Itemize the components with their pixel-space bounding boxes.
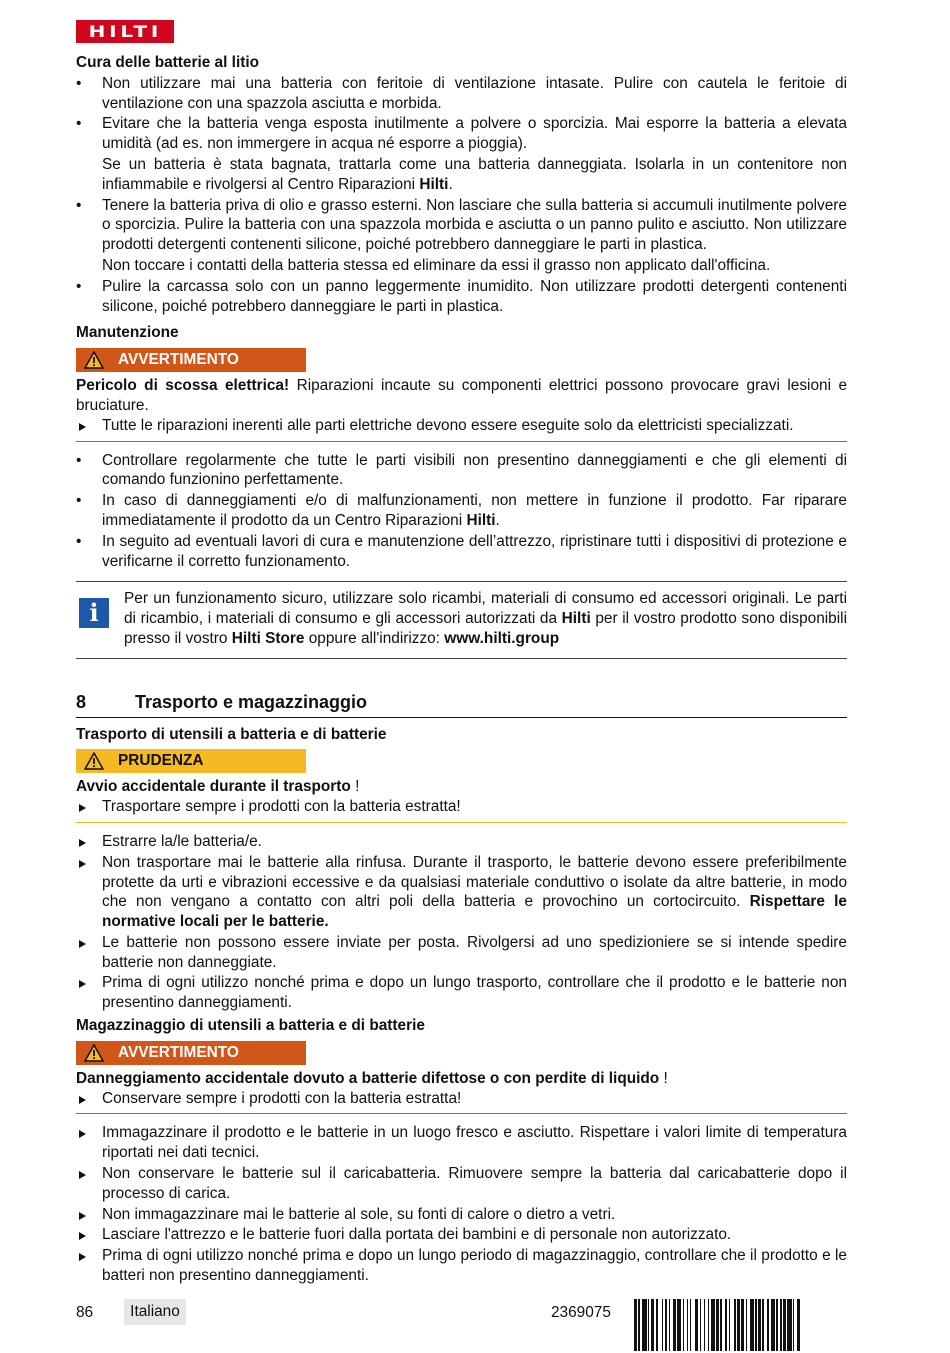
storage-title: Magazzinaggio di utensili a batteria e di batterie (76, 1017, 425, 1035)
brand-text: Hilti (419, 175, 449, 193)
warning-triangle-icon (84, 752, 104, 770)
transport-list (76, 832, 847, 1013)
text: Non trasportare mai le batterie alla rinfusa. Durante il trasporto, le batterie devono essere preferibilmente protette da urti e vibrazioni eccessive e da qualsiasi materiale conduttivo o isolate da altre batterie, in modo che non vengano a contatto con altri poli della batteria e provochino un cortocircuito. (102, 853, 847, 911)
list-item: Immagazzinare il prodotto e le batterie in un luogo fresco e asciutto. Rispettare i valori limite di temperatura riportati nei dati tecnici. (76, 1123, 847, 1163)
text: Riparazioni incaute su componenti elettrici possono provocare gravi lesioni e bruciature. (76, 377, 847, 414)
page-number: 86 (76, 1304, 94, 1321)
brand-text: Hilti (561, 610, 591, 628)
warning-label: AVVERTIMENTO (118, 1043, 239, 1061)
list-item: • Non utilizzare mai una batteria con feritoie di ventilazione intasate. Pulire con cautela le feritoie di ventilazione con una spazzola asciutta e morbida. (76, 74, 847, 114)
maintenance-list (76, 451, 847, 572)
warning-bold: Pericolo di scossa elettrica! (76, 377, 290, 395)
list-item: Tutte le riparazioni inerenti alle parti elettriche devono essere eseguite solo da elettricisti specializzati. (76, 416, 847, 436)
language-badge: Italiano (124, 1299, 186, 1325)
store-text: Hilti Store (231, 629, 305, 647)
care-list (76, 74, 847, 154)
chapter-title: Trasporto e magazzinaggio (135, 691, 368, 712)
warning-text (76, 376, 847, 416)
list-item (76, 853, 847, 932)
maintenance-title: Manutenzione (76, 324, 179, 342)
text: Se un batteria è stata bagnata, trattarla come una batteria danneggiata. Isolarla in un contenitore non infiammabile e rivolgersi al Centro Riparazioni (102, 155, 847, 193)
warning-text (76, 1069, 847, 1089)
text: . (495, 511, 500, 529)
barcode (634, 1299, 847, 1351)
list-item: • Pulire la carcassa solo con un panno leggermente inumidito. Non utilizzare prodotti detergenti contenenti silicone, poiché potrebbero danneggiare le parti in plastica. (76, 277, 847, 317)
storage-warning (76, 1041, 847, 1115)
list-item: Estrarre la/le batteria/e. (76, 832, 847, 852)
transport-caution (76, 749, 847, 823)
text: ! (350, 778, 360, 796)
warning-label: AVVERTIMENTO (118, 351, 239, 369)
chapter-number: 8 (76, 691, 87, 712)
warning-actions (76, 1089, 847, 1109)
info-box (76, 581, 847, 658)
maintenance-warning (76, 348, 847, 441)
brand-text: Hilti (466, 511, 496, 529)
list-item: Prima di ogni utilizzo nonché prima e dopo un lungo periodo di magazzinaggio, controllare che il prodotto e le batteri non presentino danneggiamenti. (76, 1246, 847, 1286)
page-content (76, 53, 847, 1287)
list-item: • Tenere la batteria priva di olio e grasso esterni. Non lasciare che sulla batteria si accumuli inutilmente polvere o sporcizia. Pulire la batteria con una spazzola morbida e asciutta o un panno pulito e asciutto. Non utilizzare prodotti detergenti contenenti silicone, poiché potrebbero danneggiare le parti in plastica. (76, 196, 847, 255)
info-icon: i (79, 598, 109, 628)
warning-actions (76, 416, 847, 436)
text: per il vostro prodotto sono disponibili presso il vostro (124, 610, 847, 647)
list-item: Le batterie non possono essere inviate per posta. Rivolgersi ad uno spedizioniere se si intende spedire batterie non danneggiate. (76, 933, 847, 973)
text: . (448, 175, 453, 193)
page-footer (76, 1299, 847, 1329)
chapter-heading (76, 693, 847, 718)
text: ! (659, 1069, 668, 1087)
list-item: • Evitare che la batteria venga esposta inutilmente a polvere o sporcizia. Mai esporre la batteria a elevata umidità (ad es. non immergere in acqua né esporre a pioggia). (76, 114, 847, 154)
transport-title: Trasporto di utensili a batteria e di batterie (76, 725, 387, 743)
list-item (76, 491, 847, 531)
list-item: Prima di ogni utilizzo nonché prima e dopo un lungo trasporto, controllare che il prodotto e le batterie non presentino danneggiamenti. (76, 973, 847, 1013)
barcode-bar (800, 1299, 801, 1351)
list-item: Non conservare le batterie sul il caricabatteria. Rimuovere sempre la batteria dal caricabatterie dopo il processo di carica. (76, 1164, 847, 1204)
care-title: Cura delle batterie al litio (76, 54, 260, 71)
storage-list (76, 1123, 847, 1285)
text: In caso di danneggiamenti e/o di malfunzionamenti, non mettere in funzione il prodotto. Far riparare immediatamente il prodotto da un Centro Riparazioni (102, 492, 847, 529)
care-item2-extra (76, 155, 847, 195)
warning-banner (76, 348, 306, 372)
text: oppure all'indirizzo: (304, 629, 445, 647)
caution-text (76, 777, 847, 797)
info-text (124, 589, 847, 648)
list-item: • Controllare regolarmente che tutte le parti visibili non presentino danneggiamenti e che gli elementi di comando funzionino perfettamente. (76, 451, 847, 491)
text: Per un funzionamento sicuro, utilizzare solo ricambi, materiali di consumo ed accessori originali. Le parti di ricambio, i materiali di consumo e gli accessori autorizzati da (124, 590, 847, 628)
logo-text: HILTI (88, 21, 162, 41)
list-item: Lasciare l'attrezzo e le batterie fuori dalla portata dei bambini e di personale non autorizzato. (76, 1225, 847, 1245)
care-item3-extra: Non toccare i contatti della batteria stessa ed eliminare da essi il grasso non applicato dall'officina. (102, 256, 771, 274)
care-list (76, 277, 847, 317)
warning-triangle-icon (84, 351, 104, 369)
warning-triangle-icon (84, 1044, 104, 1062)
list-item: Non immagazzinare mai le batterie al sole, su fonti di calore o dietro a vetri. (76, 1205, 847, 1225)
warning-banner (76, 1041, 306, 1065)
warning-bold: Danneggiamento accidentale dovuto a batterie difettose o con perdite di liquido (76, 1069, 660, 1087)
list-item: Conservare sempre i prodotti con la batteria estratta! (76, 1089, 847, 1109)
list-item: • In seguito ad eventuali lavori di cura e manutenzione dell’attrezzo, ripristinare tutti i dispositivi di protezione e verificarne il corretto funzionamento. (76, 532, 847, 572)
list-item: Trasportare sempre i prodotti con la batteria estratta! (76, 797, 847, 817)
document-number: 2369075 (551, 1304, 611, 1321)
care-list (76, 196, 847, 255)
caution-bold: Avvio accidentale durante il trasporto (76, 778, 351, 796)
caution-label: PRUDENZA (118, 752, 204, 770)
bold-text: Rispettare le normative locali per le batterie. (102, 893, 847, 931)
caution-banner (76, 749, 306, 773)
hilti-logo (76, 20, 174, 43)
url-text: www.hilti.group (444, 629, 560, 647)
caution-actions (76, 797, 847, 817)
